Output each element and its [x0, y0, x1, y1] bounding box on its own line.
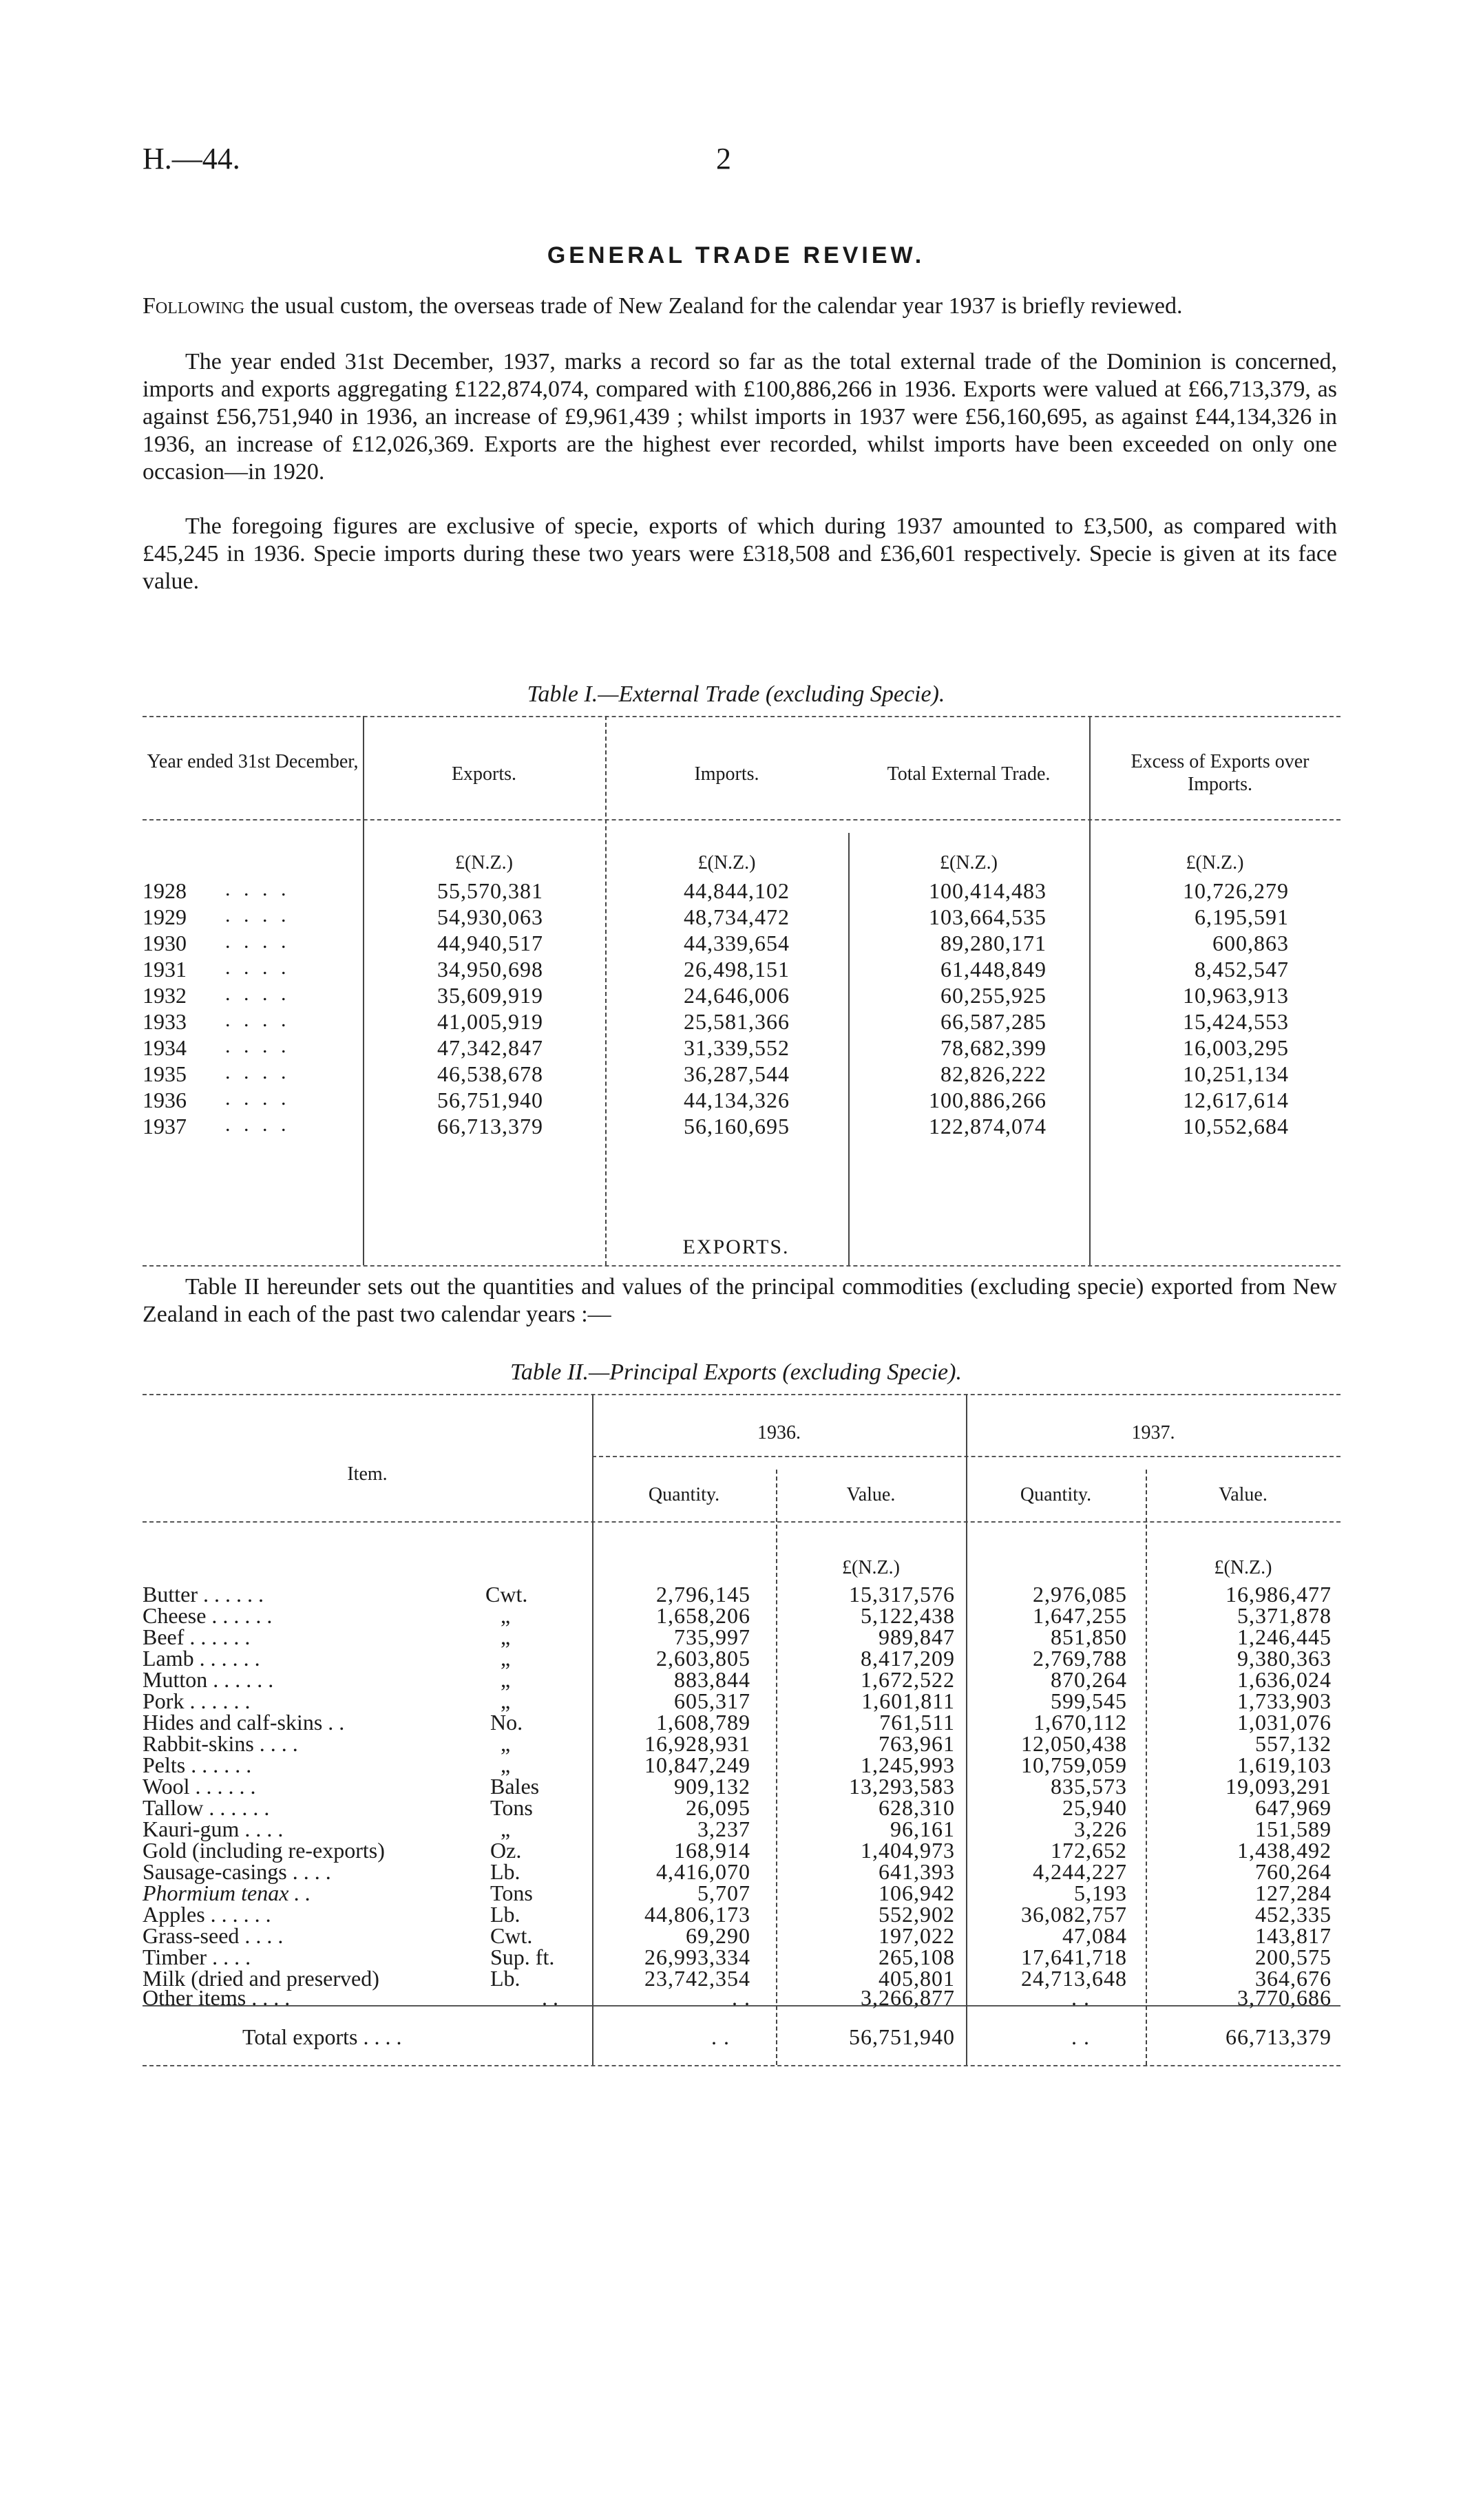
- total-qty-1937: . .: [1071, 2024, 1090, 2049]
- cell-value-1937: 19,093,291: [1226, 1774, 1332, 1799]
- cell-value-1937: 127,284: [1255, 1881, 1332, 1905]
- cell-imports: 36,287,544: [684, 1061, 790, 1086]
- leader-dots: . . . .: [225, 930, 291, 953]
- cell-qty-1936: 2,796,145: [656, 1582, 750, 1607]
- item-name: Pelts . . . . . .: [143, 1753, 252, 1777]
- item-unit: „: [501, 1731, 511, 1756]
- cell-excess: 10,552,684: [1183, 1114, 1289, 1139]
- cell-exports: 47,342,847: [437, 1035, 543, 1060]
- cell-qty-1936: . .: [732, 1985, 750, 2010]
- item-unit: Tons: [490, 1881, 533, 1905]
- item-name: Cheese . . . . . .: [143, 1603, 273, 1628]
- table2-top-rule: [143, 1394, 1340, 1395]
- cell-value-1937: 151,589: [1255, 1817, 1332, 1841]
- cell-value-1936: 8,417,209: [861, 1646, 955, 1671]
- cell-total: 61,448,849: [940, 957, 1047, 982]
- cell-qty-1937: 17,641,718: [1021, 1945, 1127, 1969]
- cell-value-1936: 1,672,522: [861, 1667, 955, 1692]
- cell-value-1936: 628,310: [879, 1795, 955, 1820]
- record-trade-paragraph: The year ended 31st December, 1937, marks a record so far as the total external trade of the Dominion is concerned, imports and exports aggregating £122,874,074, compared with £100,886,266 in 1936. Exports were valued at £66,713,379, as against £56,751,940 in 1936, an increase of £9,961,439 ; whilst imports in 1937 were £56,160,695, as against £44,134,326 in 1936, an increase of £12,026,369. Exports are the highest ever recorded, whilst imports have been exceeded on only one occasion—in 1920.: [143, 349, 1337, 485]
- cell-excess: 15,424,553: [1183, 1009, 1289, 1034]
- total-value-1936: 56,751,940: [849, 2024, 955, 2049]
- cell-value-1937: 1,636,024: [1237, 1667, 1332, 1692]
- cell-exports: 46,538,678: [437, 1061, 543, 1086]
- table-row-year: 1933: [143, 1009, 187, 1034]
- cell-qty-1937: 2,976,085: [1033, 1582, 1127, 1607]
- cell-qty-1936: 44,806,173: [644, 1902, 750, 1927]
- item-name: Phormium tenax . .: [143, 1881, 311, 1905]
- page-number: 2: [716, 142, 731, 176]
- cell-value-1937: 3,770,686: [1237, 1985, 1332, 2010]
- cell-value-1936: 761,511: [879, 1710, 955, 1735]
- cell-qty-1937: 1,670,112: [1033, 1710, 1127, 1735]
- cell-value-1937: 9,380,363: [1237, 1646, 1332, 1671]
- item-unit: Lb.: [490, 1966, 521, 1991]
- cell-qty-1937: 851,850: [1051, 1624, 1127, 1649]
- item-unit: „: [501, 1688, 511, 1713]
- cell-value-1936: 96,161: [890, 1817, 955, 1841]
- cell-value-1937: 1,733,903: [1237, 1688, 1332, 1713]
- unit-label: £(N.Z.): [1186, 852, 1244, 873]
- cell-value-1936: 13,293,583: [849, 1774, 955, 1799]
- cell-qty-1936: 1,608,789: [656, 1710, 750, 1735]
- cell-qty-1937: 172,652: [1051, 1838, 1127, 1863]
- cell-qty-1937: 12,050,438: [1021, 1731, 1127, 1756]
- cell-qty-1936: 10,847,249: [644, 1753, 750, 1777]
- exports-paragraph: Table II hereunder sets out the quantities and values of the principal commodities (excluding specie) exported from New Zealand in each of the past two calendar years :—: [143, 1274, 1337, 1327]
- cell-qty-1936: 4,416,070: [656, 1859, 750, 1884]
- document-reference: H.—44.: [143, 142, 240, 176]
- cell-value-1936: 989,847: [879, 1624, 955, 1649]
- cell-imports: 31,339,552: [684, 1035, 790, 1060]
- item-unit: „: [501, 1817, 511, 1841]
- cell-qty-1937: 36,082,757: [1021, 1902, 1127, 1927]
- cell-value-1936: 3,266,877: [861, 1985, 955, 2010]
- cell-qty-1937: 835,573: [1051, 1774, 1127, 1799]
- col-header-1937: 1937.: [1131, 1422, 1175, 1443]
- cell-excess: 10,726,279: [1183, 878, 1289, 903]
- cell-excess: 10,963,913: [1183, 983, 1289, 1008]
- cell-qty-1937: 10,759,059: [1021, 1753, 1127, 1777]
- cell-total: 100,886,266: [929, 1088, 1047, 1112]
- cell-value-1937: 5,371,878: [1237, 1603, 1332, 1628]
- cell-qty-1937: . .: [1071, 1985, 1090, 2010]
- cell-qty-1937: 25,940: [1062, 1795, 1127, 1820]
- col-header-1936: 1936.: [757, 1422, 801, 1443]
- leader-dots: . . . .: [225, 878, 291, 900]
- cell-imports: 56,160,695: [684, 1114, 790, 1139]
- principal-exports-table: [143, 1394, 1340, 2068]
- cell-total: 82,826,222: [940, 1061, 1047, 1086]
- cell-qty-1937: 5,193: [1074, 1881, 1127, 1905]
- intro-text: the usual custom, the overseas trade of New Zealand for the calendar year 1937 is briefly reviewed.: [244, 293, 1183, 319]
- cell-value-1936: 15,317,576: [849, 1582, 955, 1607]
- cell-imports: 44,844,102: [684, 878, 790, 903]
- item-unit: No.: [490, 1710, 523, 1735]
- leader-dots: . . . .: [225, 1061, 291, 1083]
- cell-total: 100,414,483: [929, 878, 1047, 903]
- cell-qty-1936: 883,844: [674, 1667, 750, 1692]
- cell-total: 60,255,925: [940, 983, 1047, 1008]
- col-header-value: Value.: [1219, 1484, 1268, 1505]
- cell-qty-1936: 3,237: [697, 1817, 750, 1841]
- cell-qty-1936: 2,603,805: [656, 1646, 750, 1671]
- cell-value-1937: 1,031,076: [1237, 1710, 1332, 1735]
- col-header-quantity: Quantity.: [648, 1484, 720, 1505]
- cell-value-1936: 1,601,811: [861, 1688, 955, 1713]
- cell-excess: 10,251,134: [1183, 1061, 1289, 1086]
- cell-qty-1936: 16,928,931: [644, 1731, 750, 1756]
- item-unit: Cwt.: [490, 1923, 533, 1948]
- cell-qty-1937: 24,713,648: [1021, 1966, 1127, 1991]
- cell-value-1937: 16,986,477: [1226, 1582, 1332, 1607]
- cell-qty-1936: 69,290: [686, 1923, 750, 1948]
- item-unit: „: [501, 1753, 511, 1777]
- item-unit: Bales: [490, 1774, 540, 1799]
- cell-qty-1937: 599,545: [1051, 1688, 1127, 1713]
- cell-qty-1937: 4,244,227: [1033, 1859, 1127, 1884]
- table-row-year: 1930: [143, 931, 187, 955]
- col-header-imports: Imports.: [694, 763, 759, 785]
- external-trade-table: [143, 716, 1340, 1267]
- col-header-total: Total External Trade.: [887, 763, 1051, 785]
- unit-label: £(N.Z.): [455, 852, 513, 873]
- col-header-exports: Exports.: [451, 763, 517, 785]
- table1-top-rule: [143, 716, 1340, 717]
- leader-dots: . . . .: [225, 982, 291, 1005]
- leader-dots: . . . .: [225, 1113, 291, 1136]
- cell-imports: 24,646,006: [684, 983, 790, 1008]
- exports-heading: EXPORTS.: [682, 1236, 790, 1258]
- col-header-year: Year ended 31st December,: [147, 751, 359, 772]
- cell-exports: 54,930,063: [437, 904, 543, 929]
- cell-qty-1936: 26,993,334: [644, 1945, 750, 1969]
- cell-value-1936: 552,902: [879, 1902, 955, 1927]
- item-name: Wool . . . . . .: [143, 1774, 256, 1799]
- cell-value-1936: 5,122,438: [861, 1603, 955, 1628]
- item-name: Gold (including re-exports): [143, 1838, 385, 1863]
- col-header-excess: Excess of Exports over Imports.: [1131, 751, 1310, 795]
- table-row-year: 1929: [143, 904, 187, 929]
- cell-value-1937: 647,969: [1255, 1795, 1332, 1820]
- cell-excess: 6,195,591: [1195, 904, 1289, 929]
- cell-qty-1936: 23,742,354: [644, 1966, 750, 1991]
- total-value-1937: 66,713,379: [1226, 2024, 1332, 2049]
- item-name: Butter . . . . . .: [143, 1582, 264, 1607]
- item-name: Pork . . . . . .: [143, 1688, 251, 1713]
- item-unit: Sup. ft.: [490, 1945, 555, 1969]
- col-header-value: Value.: [846, 1484, 896, 1505]
- item-name: Hides and calf-skins . .: [143, 1710, 345, 1735]
- leader-dots: . . . .: [225, 956, 291, 979]
- cell-qty-1936: 1,658,206: [656, 1603, 750, 1628]
- cell-excess: 12,617,614: [1183, 1088, 1289, 1112]
- item-name: Lamb . . . . . .: [143, 1646, 260, 1671]
- item-name: Tallow . . . . . .: [143, 1795, 270, 1820]
- item-unit: Tons: [490, 1795, 533, 1820]
- item-name: Grass-seed . . . .: [143, 1923, 284, 1948]
- cell-value-1936: 1,245,993: [861, 1753, 955, 1777]
- table-row-year: 1937: [143, 1114, 187, 1139]
- table-row-year: 1931: [143, 957, 187, 982]
- table1-bottom-rule: [143, 1265, 1340, 1267]
- intro-paragraph: [143, 293, 1337, 320]
- cell-value-1937: 1,246,445: [1237, 1624, 1332, 1649]
- table-row-year: 1932: [143, 983, 187, 1008]
- intro-lead-word: Following: [143, 293, 245, 319]
- unit-label: £(N.Z.): [697, 852, 756, 873]
- table2-header-rule: [143, 1521, 1340, 1523]
- table-row-year: 1935: [143, 1061, 187, 1086]
- item-unit: Cwt.: [485, 1582, 528, 1607]
- table2-caption: Table II.—Principal Exports (excluding Specie).: [510, 1359, 962, 1385]
- cell-qty-1937: 1,647,255: [1033, 1603, 1127, 1628]
- item-name: Kauri-gum . . . .: [143, 1817, 284, 1841]
- cell-exports: 44,940,517: [437, 931, 543, 955]
- item-unit: . .: [542, 1985, 558, 2010]
- cell-excess: 8,452,547: [1195, 957, 1289, 982]
- item-name: Other items . . . .: [143, 1985, 291, 2010]
- cell-total: 78,682,399: [940, 1035, 1047, 1060]
- table1-caption: Table I.—External Trade (excluding Specie).: [527, 681, 945, 707]
- cell-value-1937: 760,264: [1255, 1859, 1332, 1884]
- item-unit: „: [501, 1667, 511, 1692]
- item-unit: „: [501, 1646, 511, 1671]
- cell-value-1936: 265,108: [879, 1945, 955, 1969]
- cell-value-1936: 763,961: [879, 1731, 955, 1756]
- col-header-item: Item.: [347, 1463, 388, 1485]
- item-name: Milk (dried and preserved): [143, 1966, 379, 1991]
- table-row-year: 1928: [143, 878, 187, 903]
- total-exports-label: Total exports . . . .: [242, 2024, 402, 2049]
- cell-qty-1936: 168,914: [674, 1838, 750, 1863]
- cell-exports: 56,751,940: [437, 1088, 543, 1112]
- cell-value-1936: 197,022: [879, 1923, 955, 1948]
- cell-imports: 26,498,151: [684, 957, 790, 982]
- cell-qty-1936: 735,997: [674, 1624, 750, 1649]
- item-unit: Lb.: [490, 1902, 521, 1927]
- cell-value-1937: 200,575: [1255, 1945, 1332, 1969]
- item-name: Rabbit-skins . . . .: [143, 1731, 298, 1756]
- item-name: Sausage-casings . . . .: [143, 1859, 331, 1884]
- cell-value-1937: 1,619,103: [1237, 1753, 1332, 1777]
- cell-total: 103,664,535: [929, 904, 1047, 929]
- cell-value-1937: 557,132: [1255, 1731, 1332, 1756]
- table2-bottom-rule: [143, 2065, 1340, 2066]
- cell-total: 66,587,285: [940, 1009, 1047, 1034]
- item-unit: „: [501, 1624, 511, 1649]
- item-unit: Lb.: [490, 1859, 521, 1884]
- cell-value-1936: 106,942: [879, 1881, 955, 1905]
- item-unit: Oz.: [490, 1838, 522, 1863]
- cell-excess: 600,863: [1212, 931, 1289, 955]
- cell-value-1936: 641,393: [879, 1859, 955, 1884]
- cell-qty-1937: 870,264: [1051, 1667, 1127, 1692]
- cell-value-1937: 452,335: [1255, 1902, 1332, 1927]
- cell-qty-1937: 2,769,788: [1033, 1646, 1127, 1671]
- cell-value-1937: 1,438,492: [1237, 1838, 1332, 1863]
- cell-qty-1937: 3,226: [1074, 1817, 1127, 1841]
- cell-exports: 34,950,698: [437, 957, 543, 982]
- cell-qty-1937: 47,084: [1062, 1923, 1127, 1948]
- item-name: Apples . . . . . .: [143, 1902, 271, 1927]
- unit-label: £(N.Z.): [842, 1557, 900, 1578]
- item-name: Mutton . . . . . .: [143, 1667, 274, 1692]
- cell-imports: 44,134,326: [684, 1088, 790, 1112]
- item-unit: „: [501, 1603, 511, 1628]
- item-name: Beef . . . . . .: [143, 1624, 251, 1649]
- cell-value-1937: 143,817: [1255, 1923, 1332, 1948]
- unit-label: £(N.Z.): [1214, 1557, 1272, 1578]
- cell-qty-1936: 5,707: [697, 1881, 750, 1905]
- leader-dots: . . . .: [225, 1087, 291, 1110]
- cell-exports: 66,713,379: [437, 1114, 543, 1139]
- col-header-quantity: Quantity.: [1020, 1484, 1092, 1505]
- cell-exports: 41,005,919: [437, 1009, 543, 1034]
- cell-value-1936: 405,801: [879, 1966, 955, 1991]
- cell-imports: 25,581,366: [684, 1009, 790, 1034]
- total-qty-1936: . .: [711, 2024, 730, 2049]
- cell-imports: 48,734,472: [684, 904, 790, 929]
- cell-value-1936: 1,404,973: [861, 1838, 955, 1863]
- cell-exports: 55,570,381: [437, 878, 543, 903]
- specie-paragraph: The foregoing figures are exclusive of specie, exports of which during 1937 amounted to £3,500, as compared with £45,245 in 1936. Specie imports during these two years were £318,508 and £36,601 respectively. Specie is given at its face value.: [143, 513, 1337, 594]
- page-title: GENERAL TRADE REVIEW.: [547, 242, 925, 268]
- cell-qty-1936: 26,095: [686, 1795, 750, 1820]
- leader-dots: . . . .: [225, 1035, 291, 1057]
- leader-dots: . . . .: [225, 904, 291, 927]
- item-name: Timber . . . .: [143, 1945, 251, 1969]
- table-row-year: 1934: [143, 1035, 187, 1060]
- table1-header-rule: [143, 819, 1340, 820]
- cell-exports: 35,609,919: [437, 983, 543, 1008]
- cell-value-1937: 364,676: [1255, 1966, 1332, 1991]
- cell-excess: 16,003,295: [1183, 1035, 1289, 1060]
- leader-dots: . . . .: [225, 1008, 291, 1031]
- cell-imports: 44,339,654: [684, 931, 790, 955]
- table-row-year: 1936: [143, 1088, 187, 1112]
- cell-qty-1936: 605,317: [674, 1688, 750, 1713]
- unit-label: £(N.Z.): [940, 852, 998, 873]
- cell-total: 122,874,074: [929, 1114, 1047, 1139]
- cell-qty-1936: 909,132: [674, 1774, 750, 1799]
- cell-total: 89,280,171: [940, 931, 1047, 955]
